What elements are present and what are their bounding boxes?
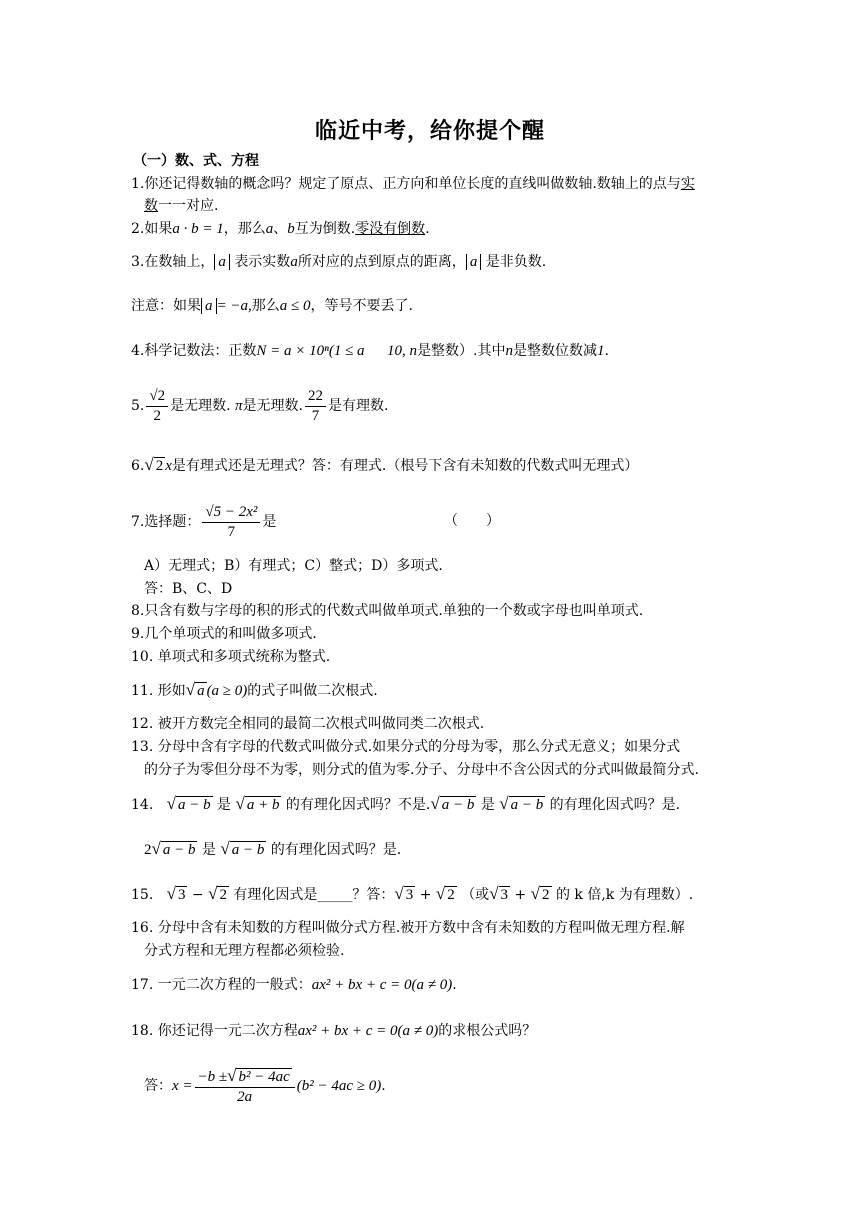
item-7-answer: 答：B、C、D (144, 581, 233, 597)
item-13-line2: 的分子为零但分母不为零，则分式的值为零.分子、分母中不含公因式的分式叫做最简分式. (144, 762, 699, 778)
quadratic-formula: 答：x = $\frac{\text{−b ±√ b² − 4ac}}{2a}$ (b² − 4ac ≥ 0). (144, 1065, 386, 1105)
item-2: 2.如果a · b = 1，那么a、b互为倒数.零没有倒数. (131, 221, 430, 237)
page-title: 临近中考，给你提个醒 (314, 118, 545, 144)
item-17: 17. 一元二次方程的一般式：ax² + bx + c = 0(a ≠ 0). (131, 977, 457, 993)
note: 注意：如果 a = −a,那么a ≤ 0，等号不要丢了. (131, 298, 413, 314)
item-18: 18. 你还记得一元二次方程ax² + bx + c = 0(a ≠ 0)的求根公式吗？ (131, 1023, 537, 1039)
item-10: 10. 单项式和多项式统称为整式. (131, 649, 331, 665)
item-1-line2: 数一一对应. (144, 198, 219, 214)
formula-fraction: $\frac{\text{−b ±√ b² − 4ac}}{2a}$ (195, 1066, 295, 1107)
item-12: 12. 被开方数完全相同的最简二次根式叫做同类二次根式. (131, 716, 485, 732)
item-14-line1: 14. √ a − b 是 √ a + b 的有理化因式吗？不是.√ a − b 是 √ a − b 的有理化因式吗？是. (131, 794, 681, 813)
item-6: 6.√ 2 x是有理式还是无理式？答：有理式.（根号下含有未知数的代数式叫无理式） (131, 455, 639, 474)
item-4: 4.科学记数法：正数N = a × 10ⁿ(1 ≤ a 10, n是整数）.其中n是整数位数减1. (131, 343, 609, 359)
item-9: 9.几个单项式的和叫做多项式. (131, 626, 317, 642)
fraction-22-over-7: $\frac{22}{7}$ (305, 387, 326, 426)
item-7-options: A）无理式；B）有理式；C）整式；D）多项式. (144, 558, 443, 574)
item-8: 8.只含有数与字母的积的形式的代数式叫做单项式.单独的一个数或字母也叫单项式. (131, 603, 644, 619)
item-7: 7.选择题： $\frac{\text{√5 − 2x²}}{7}$ 是 (131, 503, 277, 540)
item-3: 3.在数轴上， a 表示实数a所对应的点到原点的距离， a 是非负数. (131, 254, 547, 270)
section-heading: （一）数、式、方程 (133, 153, 259, 169)
item-16-line1: 16. 分母中含有未知数的方程叫做分式方程.被开方数中含有未知数的方程叫做无理方程.解 (131, 920, 685, 936)
answer-paren: （ ） (444, 513, 500, 529)
item-14-line2: 2√ a − b 是 √ a − b 的有理化因式吗？是. (144, 839, 402, 858)
item-1-line1: 1.你还记得数轴的概念吗？规定了原点、正方向和单位长度的直线叫做数轴.数轴上的点与实 (131, 176, 695, 192)
item-11: 11. 形如√ a (a ≥ 0)的式子叫做二次根式. (131, 680, 378, 699)
fraction-sqrt2-over-2: $\frac{√2}{2}$ (146, 387, 168, 426)
item-16-line2: 分式方程和无理方程都必须检验. (144, 943, 345, 959)
item-15: 15. √ 3 − √ 2 有理化因式是_____？答：√ 3 + √ 2 （或√ 3 + √ 2 的 k 倍,k 为有理数）. (131, 884, 694, 903)
fraction-choice: $\frac{\text{√5 − 2x²}}{7}$ (202, 503, 260, 542)
item-13-line1: 13. 分母中含有字母的代数式叫做分式.如果分式的分母为零，那么分式无意义；如果分式 (131, 739, 681, 755)
item-5: 5. $\frac{√2}{2}$ 是无理数. π是无理数. $\frac{22}{7}$ 是有理数. (131, 387, 389, 424)
